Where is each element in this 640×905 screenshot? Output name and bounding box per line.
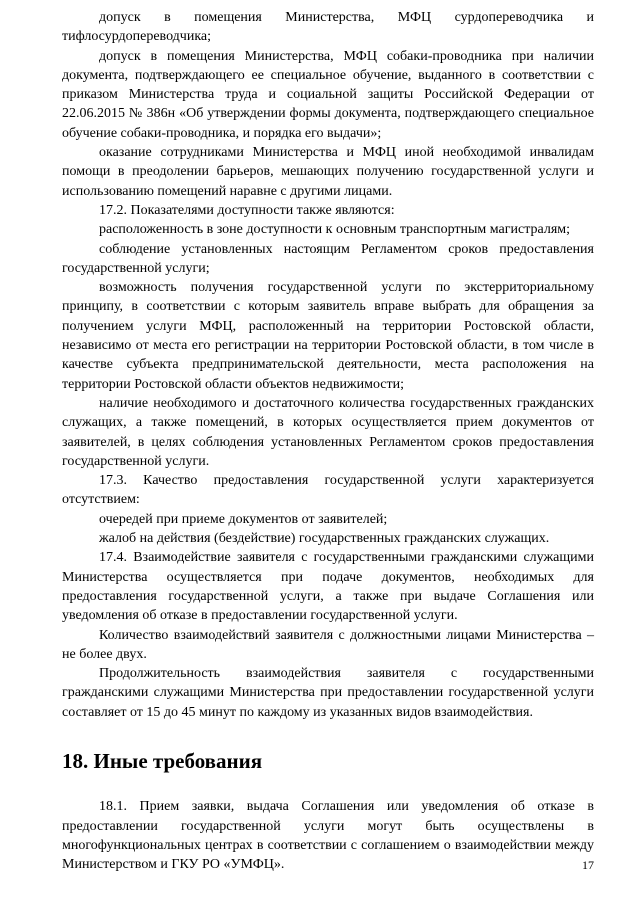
paragraphs-bottom: [62, 797, 594, 874]
paragraph: 17.4. Взаимодействие заявителя с государственными гражданскими служащими Министерства осуществляется при подаче документов, необходимых для предоставления государственной услуги, а также при выдаче Соглашения или уведомления об отказе в предоставлении государственной услуги.: [62, 550, 594, 624]
paragraph: соблюдение установленных настоящим Регламентом сроков предоставления государственной услуги;: [62, 241, 594, 276]
paragraph: расположенность в зоне доступности к основным транспортным магистралям;: [99, 222, 571, 238]
paragraph: Продолжительность взаимодействия заявителя с государственными гражданскими служащими Министерства при предоставлении государственной услуги составляет от 15 до 45 минут по каждому из указанных видов взаимодействия.: [62, 666, 594, 720]
paragraph: допуск в помещения Министерства, МФЦ сурдопереводчика и тифлосурдопереводчика;: [62, 10, 594, 45]
paragraph: жалоб на действия (бездействие) государственных гражданских служащих.: [99, 531, 550, 547]
section-heading: 18. Иные требования: [62, 748, 263, 773]
paragraph: наличие необходимого и достаточного количества государственных гражданских служащих, а также помещений, в которых осуществляется прием документов от заявителей, в целях соблюдения установленных Регламентом сроков предоставления государственной услуги.: [62, 395, 594, 469]
paragraph: оказание сотрудниками Министерства и МФЦ иной необходимой инвалидам помощи в преодолении барьеров, мешающих получению государственной услуги и использованию помещений наравне с другими лицами.: [62, 145, 594, 199]
paragraph: 17.3. Качество предоставления государственной услуги характеризуется отсутствием:: [62, 473, 594, 508]
paragraph: очередей при приеме документов от заявителей;: [99, 511, 388, 527]
paragraph: допуск в помещения Министерства, МФЦ собаки-проводника при наличии документа, подтверждающего ее специальное обучение, выданного в соответствии с приказом Министерства труда и социальной защиты Российской Федерации от 22.06.2015 № 386н «Об утверждении формы документа, подтверждающего специальное обучение собаки-проводника, и порядка его выдачи»;: [62, 48, 594, 141]
paragraph: Количество взаимодействий заявителя с должностными лицами Министерства – не более двух.: [62, 627, 594, 662]
paragraph: 17.2. Показателями доступности также являются:: [99, 202, 395, 218]
page-number: 17: [582, 858, 594, 872]
paragraph: возможность получения государственной услуги по экстерриториальному принципу, в соответствии с которым заявитель вправе выбрать для обращения за получением услуги МФЦ, расположенный на территории Ростовской области, независимо от места его регистрации на территории Ростовской области, в том числе в качестве субъекта предпринимательской деятельности, места расположения на территории Ростовской области объектов недвижимости;: [62, 280, 594, 392]
paragraph: 18.1. Прием заявки, выдача Соглашения или уведомления об отказе в предоставлении государственной услуги могут быть осуществлены в многофункциональных центрах в соответствии с соглашением о взаимодействии между Министерством и ГКУ РО «УМФЦ».: [62, 799, 594, 873]
paragraphs-top: [62, 8, 594, 722]
document-page: [62, 8, 594, 874]
